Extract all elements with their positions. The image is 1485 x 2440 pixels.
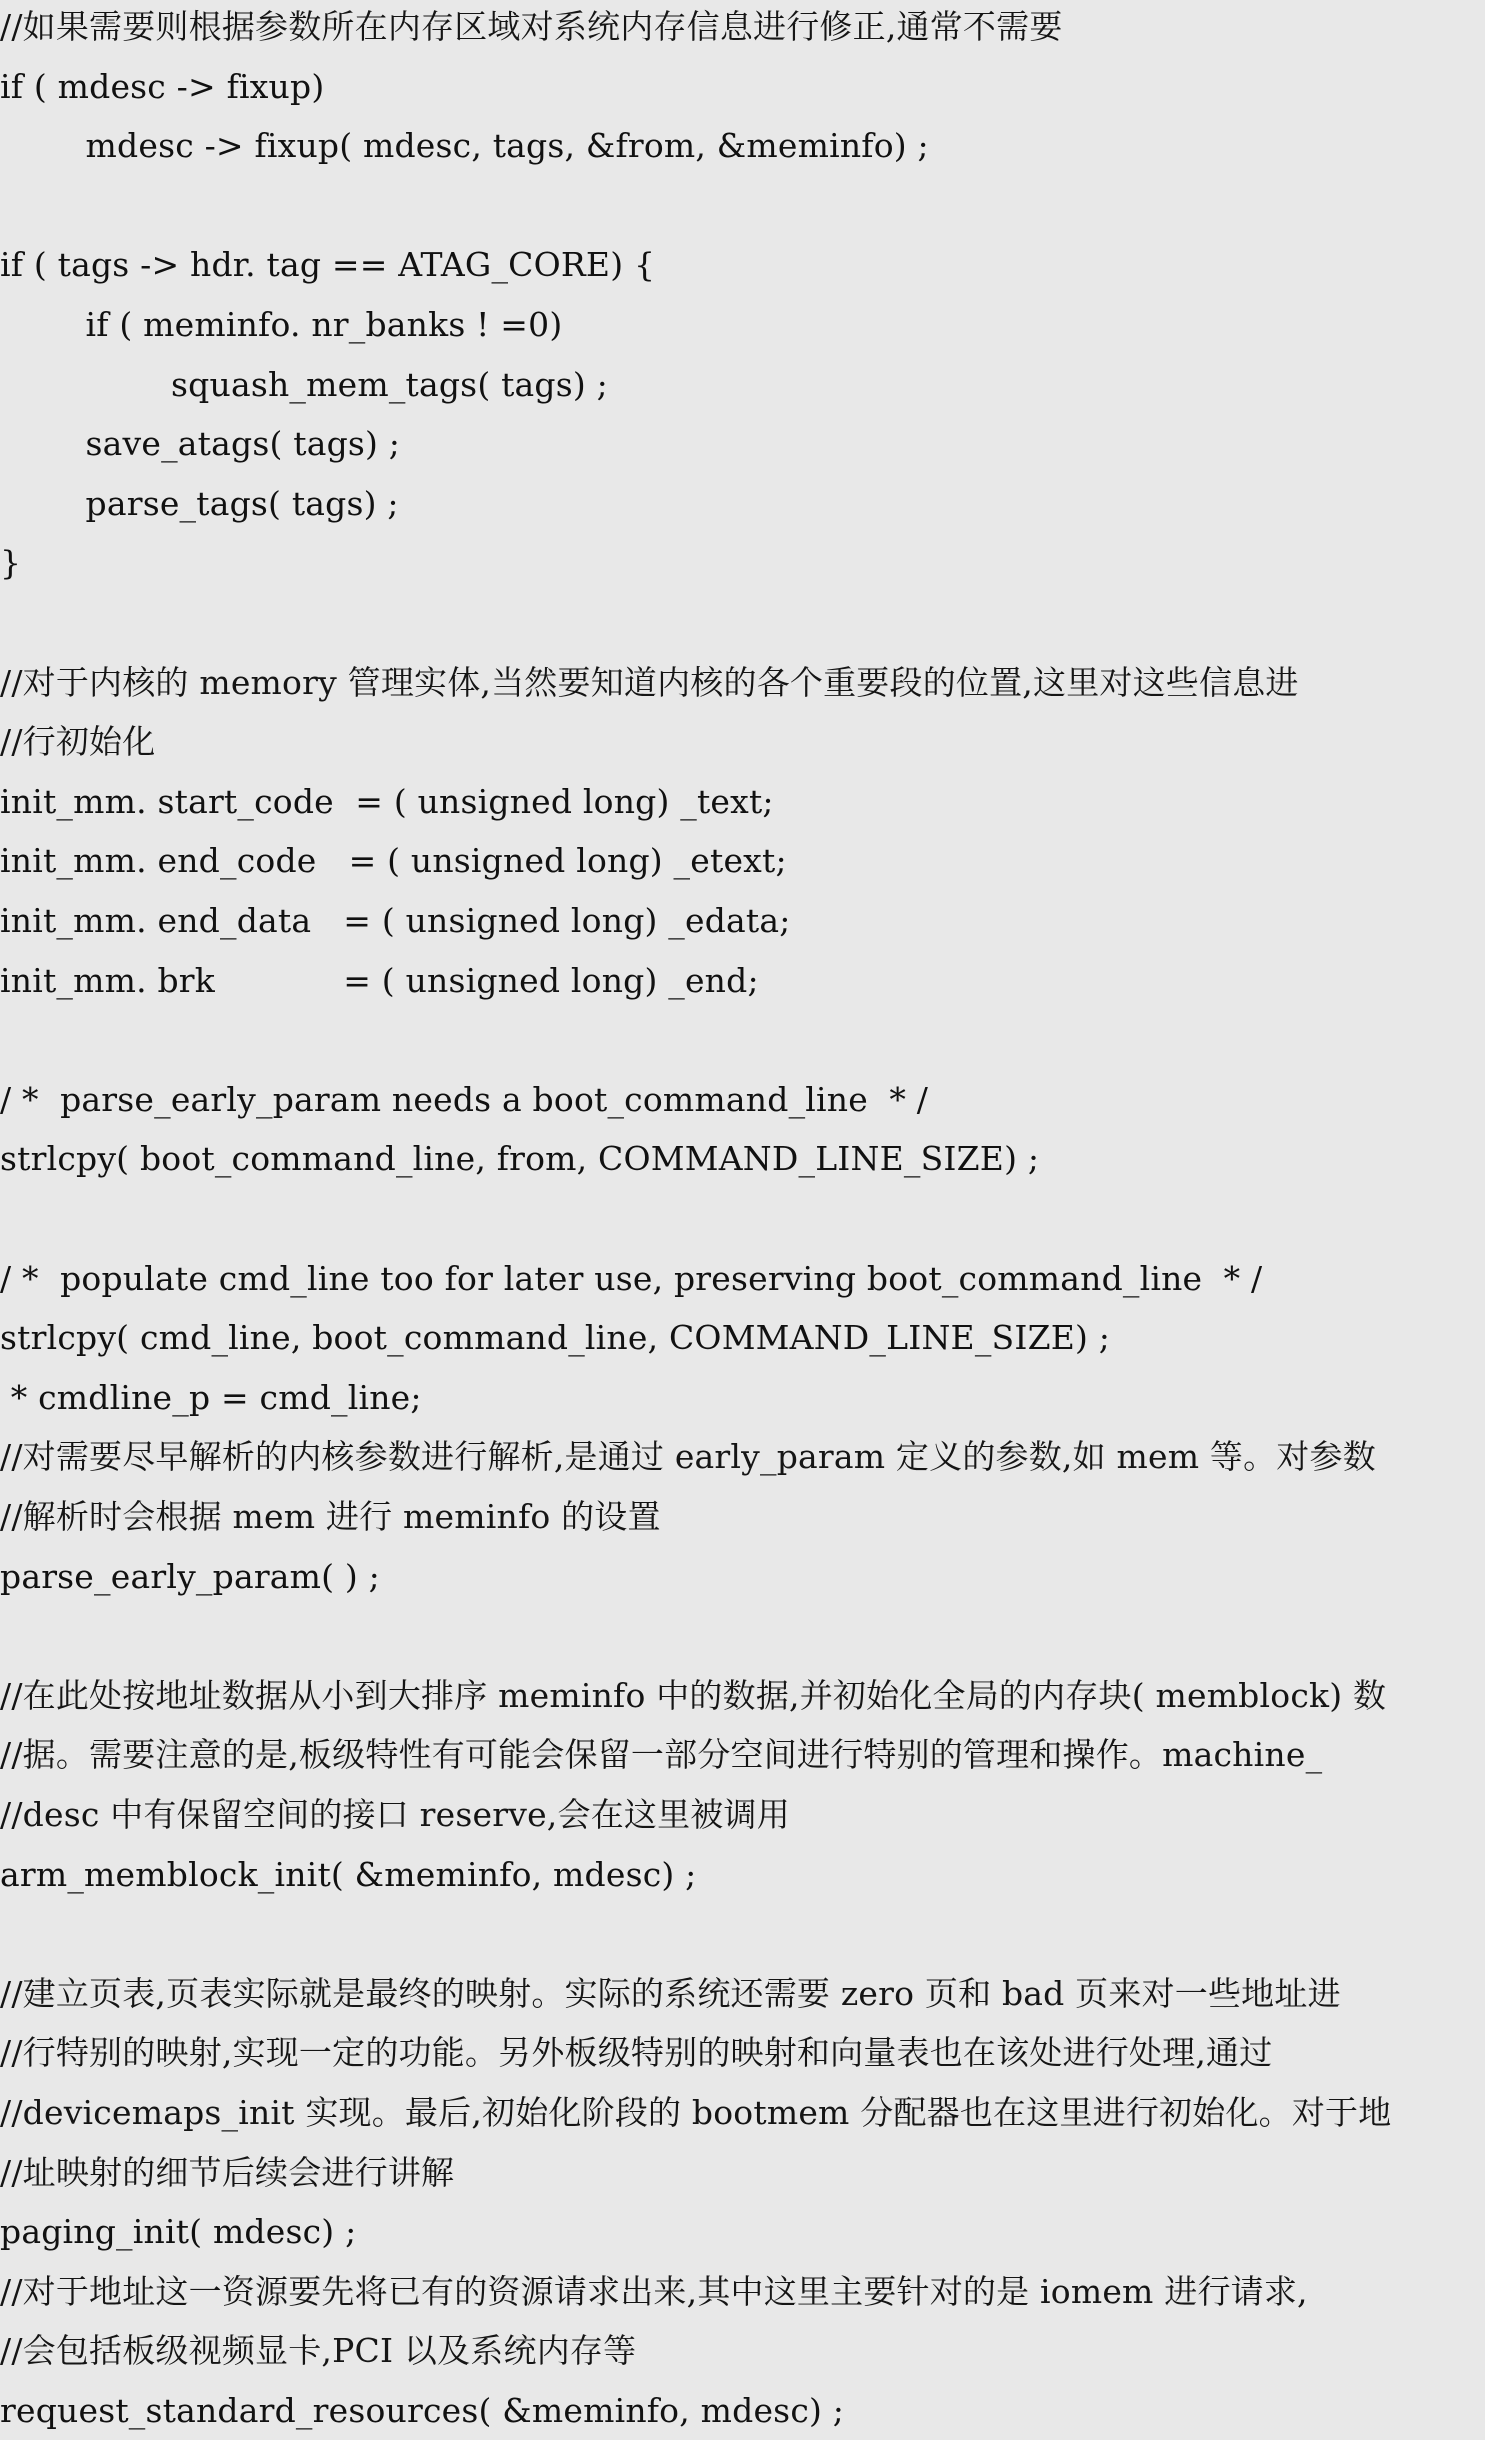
comment-line: //建立页表,页表实际就是最终的映射。实际的系统还需要 zero 页和 bad 页来对一些地址进 (0, 1973, 1341, 2013)
comment-line: //据。需要注意的是,板级特性有可能会保留一部分空间进行特别的管理和操作。machine_ (0, 1735, 1323, 1775)
code-line: / * populate cmd_line too for later use, preserving boot_command_line * / (0, 1258, 1263, 1298)
comment-line: //址映射的细节后续会进行讲解 (0, 2152, 455, 2192)
code-line: save_atags( tags) ; (0, 424, 401, 464)
comment-line: //如果需要则根据参数所在内存区域对系统内存信息进行修正,通常不需要 (0, 7, 1063, 46)
code-line: init_mm. end_code = ( unsigned long) _etext; (0, 841, 787, 881)
code-line: strlcpy( cmd_line, boot_command_line, COMMAND_LINE_SIZE) ; (0, 1318, 1111, 1358)
comment-line: //对于地址这一资源要先将已有的资源请求出来,其中这里主要针对的是 iomem 进行请求, (0, 2271, 1308, 2311)
code-line: parse_early_param( ) ; (0, 1556, 381, 1596)
comment-line: //对于内核的 memory 管理实体,当然要知道内核的各个重要段的位置,这里对这些信息进 (0, 662, 1299, 702)
code-line: request_standard_resources( &meminfo, mdesc) ; (0, 2391, 845, 2430)
code-line: } (0, 543, 22, 583)
code-line: parse_tags( tags) ; (0, 483, 399, 523)
comment-line: //行初始化 (0, 722, 156, 762)
code-line: if ( mdesc -> fixup) (0, 66, 325, 106)
code-line: arm_memblock_init( &meminfo, mdesc) ; (0, 1854, 697, 1894)
code-line: mdesc -> fixup( mdesc, tags, &from, &meminfo) ; (0, 126, 929, 166)
code-line: paging_init( mdesc) ; (0, 2212, 357, 2252)
code-line: if ( meminfo. nr_banks ! =0) (0, 305, 563, 344)
comment-line: //desc 中有保留空间的接口 reserve,会在这里被调用 (0, 1795, 790, 1834)
code-line: * cmdline_p = cmd_line; (0, 1377, 422, 1417)
comment-line: //行特别的映射,实现一定的功能。另外板级特别的映射和向量表也在该处进行处理,通过 (0, 2033, 1273, 2073)
code-line: init_mm. brk = ( unsigned long) _end; (0, 960, 759, 1000)
code-line: / * parse_early_param needs a boot_command_line * / (0, 1079, 929, 1119)
comment-line: //在此处按地址数据从小到大排序 meminfo 中的数据,并初始化全局的内存块( memblock) 数 (0, 1675, 1387, 1715)
code-line: squash_mem_tags( tags) ; (0, 364, 608, 404)
code-line: init_mm. start_code = ( unsigned long) _text; (0, 781, 774, 821)
comment-line: //会包括板级视频显卡,PCI 以及系统内存等 (0, 2331, 637, 2371)
comment-line: //devicemaps_init 实现。最后,初始化阶段的 bootmem 分配器也在这里进行初始化。对于地 (0, 2093, 1392, 2132)
comment-line: //对需要尽早解析的内核参数进行解析,是通过 early_param 定义的参数,如 mem 等。对参数 (0, 1437, 1376, 1477)
code-line: strlcpy( boot_command_line, from, COMMAND_LINE_SIZE) ; (0, 1139, 1040, 1179)
code-line: if ( tags -> hdr. tag == ATAG_CORE) { (0, 245, 656, 285)
code-line: init_mm. end_data = ( unsigned long) _edata; (0, 901, 791, 940)
comment-line: //解析时会根据 mem 进行 meminfo 的设置 (0, 1497, 661, 1536)
